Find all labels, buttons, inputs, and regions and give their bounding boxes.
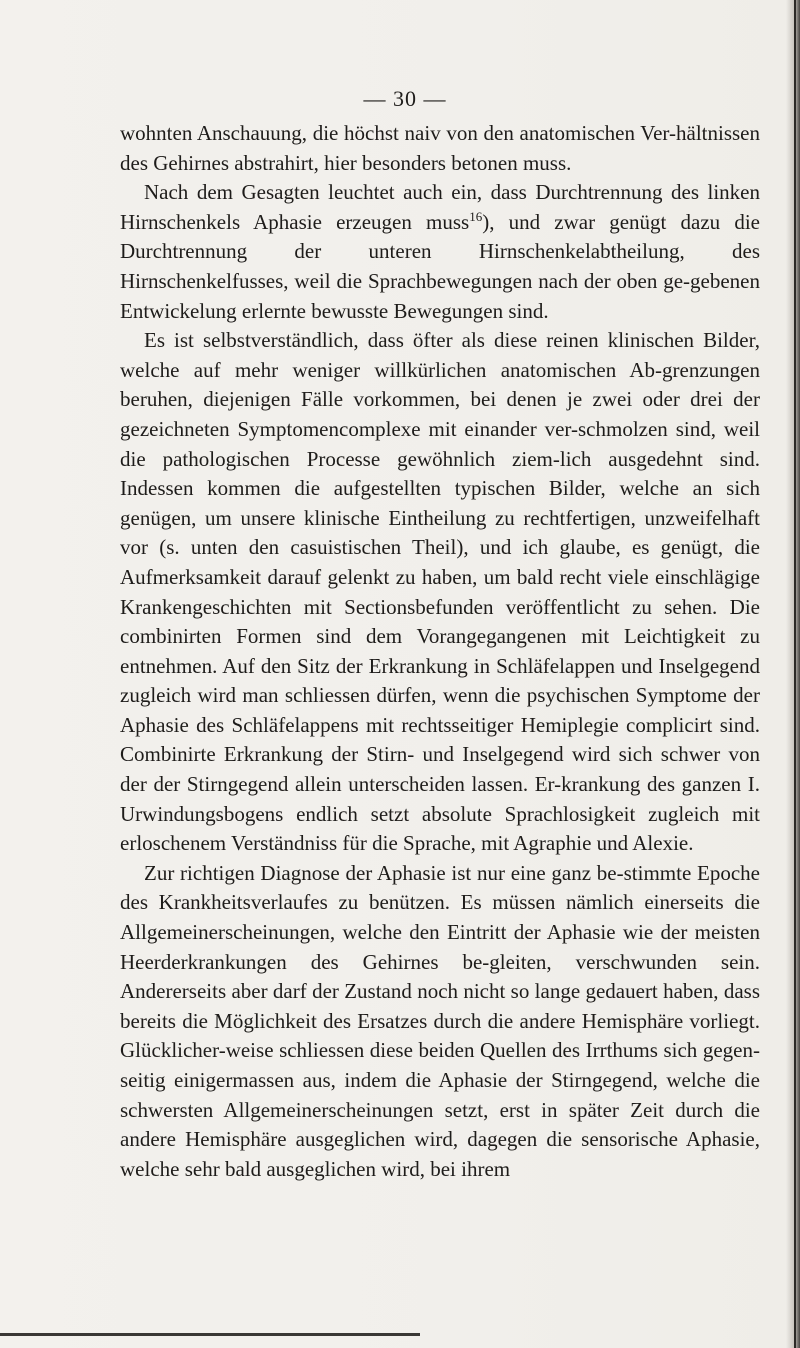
body-text <box>120 119 760 1184</box>
paragraph-3 <box>120 326 760 859</box>
paragraph-text-continued: ), und zwar genügt dazu die Durchtrennung der unteren Hirnschenkelabtheilung, des Hirnschenkelfusses, weil die Sprachbewegungen nach der oben ge-gebenen Entwickelung erlernte bewusste Bewegungen sind. <box>120 209 760 323</box>
paragraph-text: Zur richtigen Diagnose der Aphasie ist nur eine ganz be-stimmte Epoche des Krankheitsverlaufes zu benützen. Es müssen nämlich einerseits die Allgemeinerscheinungen, welche den Eintritt der Aphasie wie der meisten Heerderkrankungen des Gehirnes be-gleiten, verschwunden sein. Andererseits aber darf der Zustand noch nicht so lange gedauert haben, dass bereits die Möglichkeit des Ersatzes durch die andere Hemisphäre vorliegt. Glücklicher-weise schliessen diese beiden Quellen des Irrthums sich gegen-seitig einigermassen aus, indem die Aphasie der Stirngegend, welche die schwersten Allgemeinerscheinungen setzt, erst in später Zeit durch die andere Hemisphäre ausgeglichen wird, dagegen die sensorische Aphasie, welche sehr bald ausgeglichen wird, bei ihrem <box>120 860 760 1181</box>
paragraph-2 <box>120 178 760 326</box>
paragraph-text: wohnten Anschauung, die höchst naiv von den anatomischen Ver-hältnissen des Gehirnes abstrahirt, hier besonders betonen muss. <box>120 121 760 175</box>
bottom-edge-rule <box>0 1333 420 1336</box>
paragraph-1 <box>120 119 760 178</box>
page-number: — 30 — <box>363 86 447 111</box>
page-edge-line <box>794 0 796 1348</box>
paragraph-text: Es ist selbstverständlich, dass öfter als diese reinen klinischen Bilder, welche auf mehr weniger willkürlichen anatomischen Ab-grenzungen beruhen, diejenigen Fälle vorkommen, bei denen je zwei oder drei der gezeichneten Symptomencomplexe mit einander ver-schmolzen sind, weil die pathologischen Processe gewöhnlich ziem-lich ausgedehnt sind. Indessen kommen die aufgestellten typischen Bilder, welche an sich genügen, um unsere klinische Eintheilung zu rechtfertigen, unzweifelhaft vor (s. unten den casuistischen Theil), und ich glaube, es genügt, die Aufmerksamkeit darauf gelenkt zu haben, um bald recht viele einschlägige Krankengeschichten mit Sectionsbefunden veröffentlicht zu sehen. Die combinirten Formen sind dem Vorangegangenen mit Leichtigkeit zu entnehmen. Auf den Sitz der Erkrankung in Schläfelappen und Inselgegend zugleich wird man schliessen dürfen, wenn die psychischen Symptome der Aphasie des Schläfelappens mit rechtsseitiger Hemiplegie complicirt sind. Combinirte Erkrankung der Stirn- und Inselgegend wird sich schwer von der der Stirngegend allein unterscheiden lassen. Er-krankung des ganzen I. Urwindungsbogens endlich setzt absolute Sprachlosigkeit zugleich mit erloschenem Verständniss für die Sprache, mit Agraphie und Alexie. <box>120 328 760 856</box>
page-edge-shadow <box>786 0 800 1348</box>
footnote-marker: 16 <box>469 208 483 224</box>
paragraph-text: Nach dem Gesagten leuchtet auch ein, dass Durchtrennung des linken Hirnschenkels Aphasie erzeugen muss <box>120 180 760 234</box>
paragraph-4 <box>120 859 760 1185</box>
